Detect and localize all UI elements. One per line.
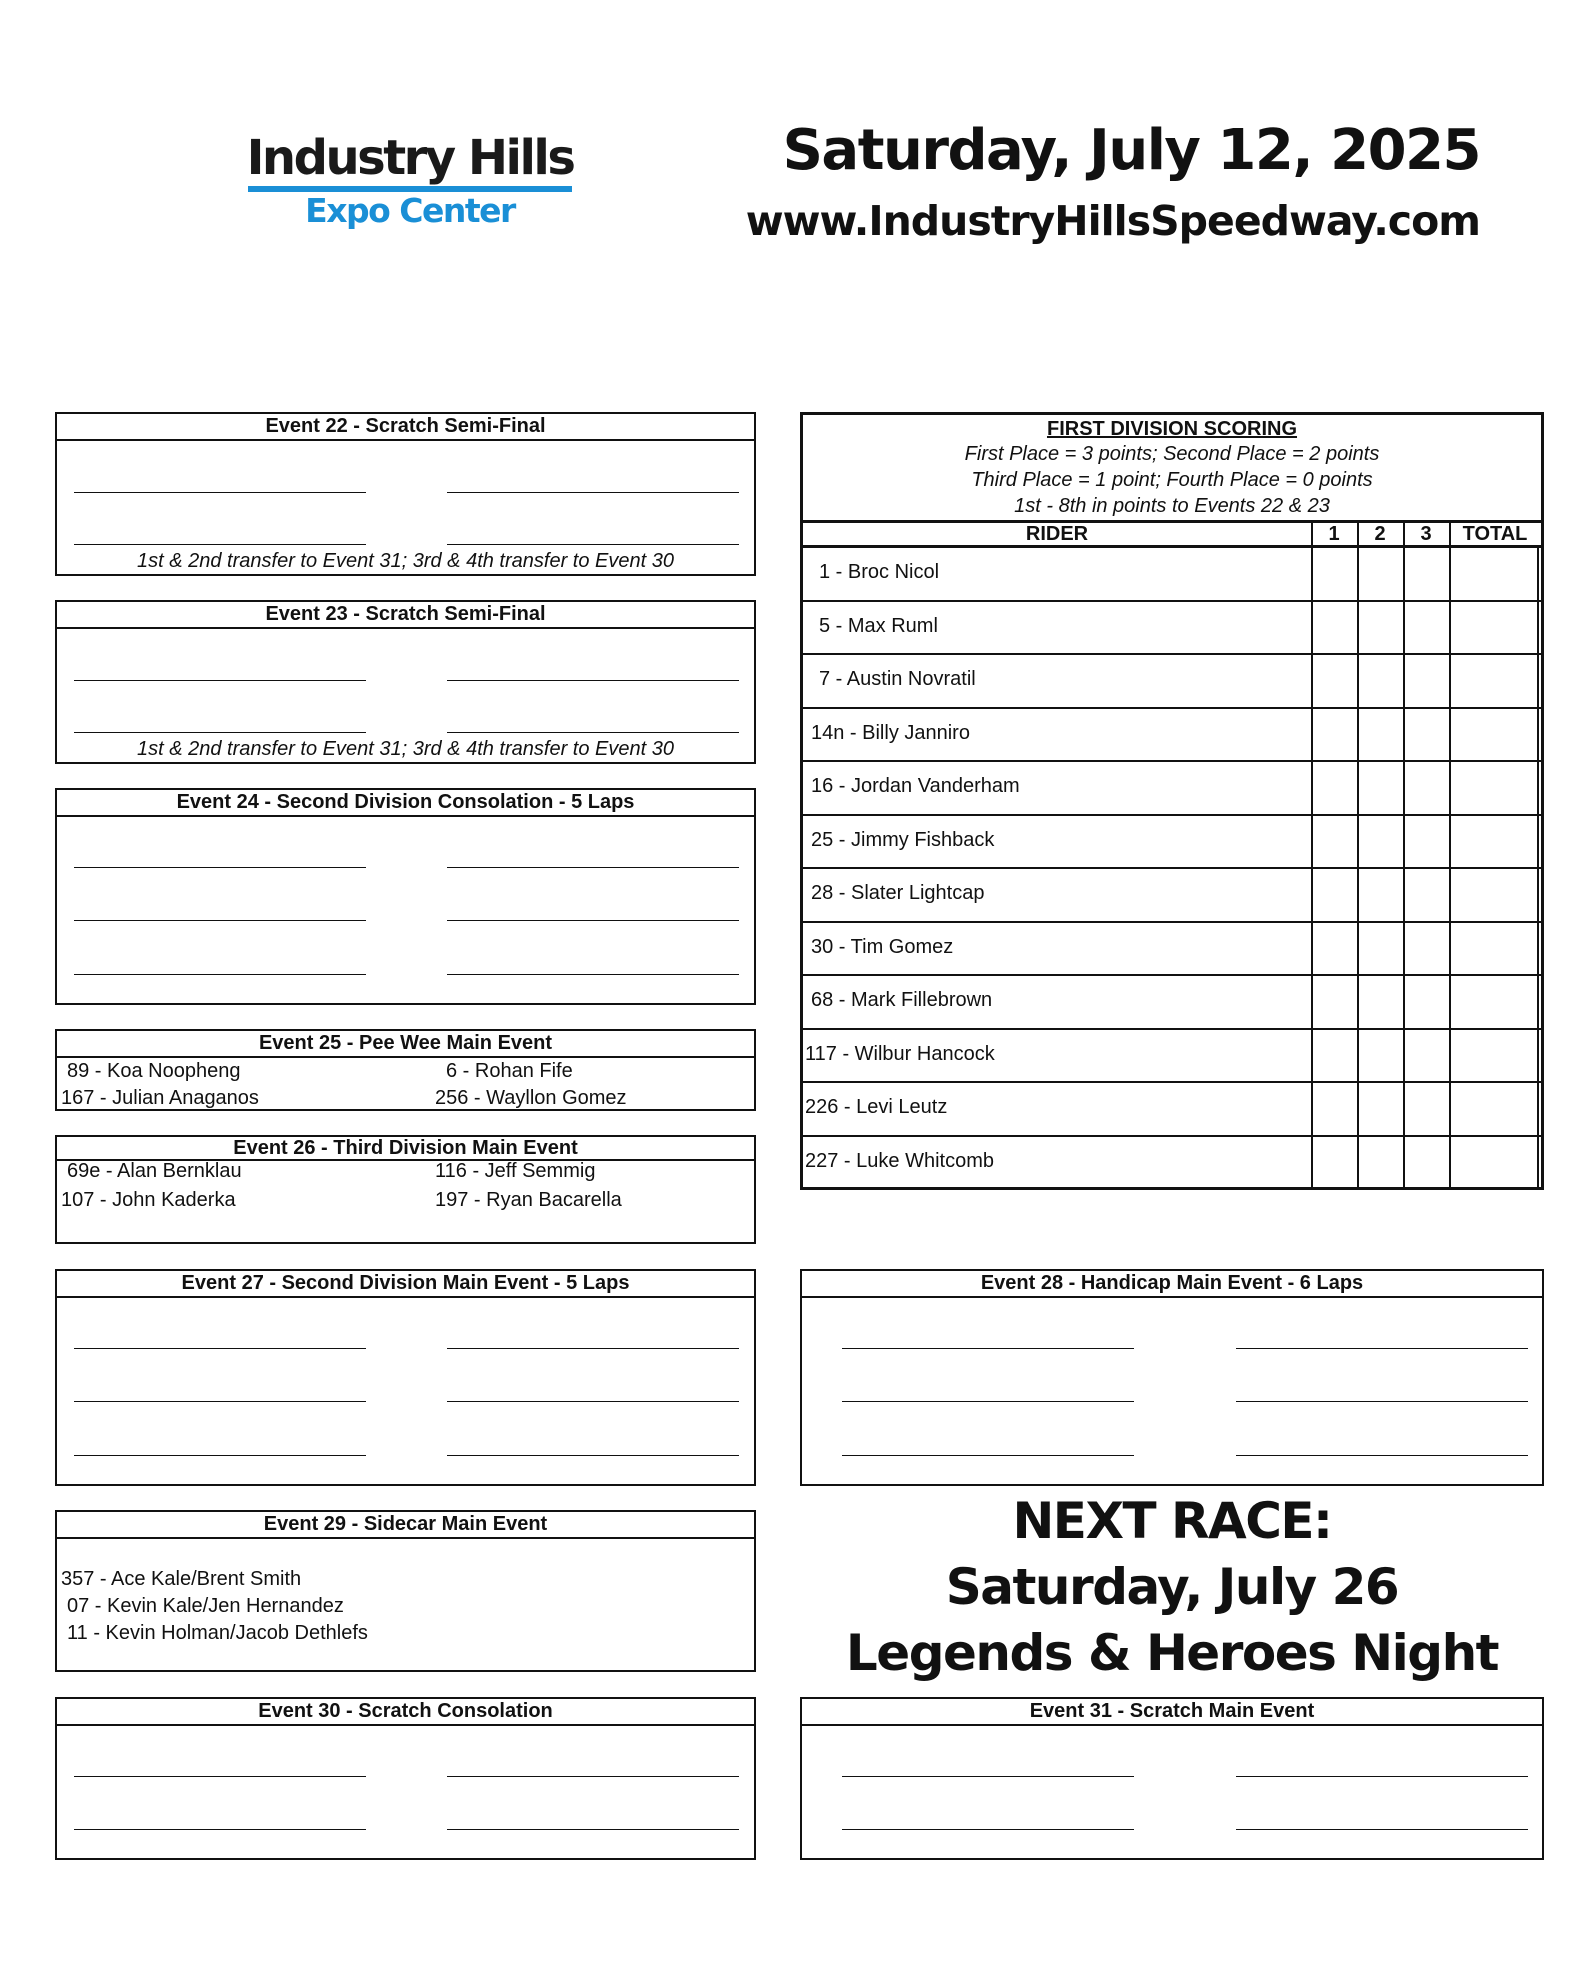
table-row-rule <box>803 653 1541 655</box>
event-28-box <box>800 1269 1544 1486</box>
result-line <box>74 732 366 733</box>
event-23-box <box>55 600 756 764</box>
result-line <box>447 1348 739 1349</box>
rider-entry: 357 - Ace Kale/Brent Smith <box>61 1568 302 1590</box>
column-header-3: 3 <box>1420 523 1432 545</box>
event-23-title: Event 23 - Scratch Semi-Final <box>57 602 754 629</box>
event-22-title: Event 22 - Scratch Semi-Final <box>57 414 754 441</box>
rider-name: 226 - Levi Leutz <box>805 1096 948 1118</box>
column-header-2: 2 <box>1374 523 1386 545</box>
table-column-rule <box>1403 521 1405 1187</box>
expo-center-logo <box>240 132 580 230</box>
event-27-title: Event 27 - Second Division Main Event - 5 Laps <box>57 1271 754 1298</box>
result-line <box>447 544 739 545</box>
table-row-rule <box>803 1081 1541 1083</box>
result-line <box>447 1776 739 1777</box>
event-31-title: Event 31 - Scratch Main Event <box>802 1699 1542 1726</box>
result-line <box>74 920 366 921</box>
result-line <box>447 867 739 868</box>
rider-name: 5 - Max Ruml <box>819 614 938 637</box>
scoring-rule: Third Place = 1 point; Fourth Place = 0 points <box>971 469 1373 491</box>
table-row-rule <box>803 1135 1541 1137</box>
result-line <box>447 732 739 733</box>
result-line <box>74 544 366 545</box>
rider-name: 1 - Broc Nicol <box>819 561 940 583</box>
result-line <box>74 1829 366 1830</box>
result-line <box>447 1455 739 1456</box>
next-race-date: Saturday, July 26 <box>945 1558 1399 1616</box>
column-header-rider: RIDER <box>1025 523 1089 545</box>
result-line <box>447 680 739 681</box>
event-26-box <box>55 1135 756 1244</box>
event-23-note: 1st & 2nd transfer to Event 31; 3rd & 4th transfer to Event 30 <box>137 738 674 760</box>
rider-name: 227 - Luke Whitcomb <box>805 1149 994 1172</box>
table-row-rule <box>803 1028 1541 1030</box>
table-row-rule <box>803 921 1541 923</box>
table-row-rule <box>803 814 1541 816</box>
event-25-title: Event 25 - Pee Wee Main Event <box>57 1031 754 1058</box>
rider-entry: 197 - Ryan Bacarella <box>435 1189 622 1211</box>
rider-name: 7 - Austin Novratil <box>819 668 976 690</box>
result-line <box>1236 1401 1528 1402</box>
logo-line2: Expo Center <box>305 191 515 230</box>
event-27-box <box>55 1269 756 1486</box>
event-29-box <box>55 1510 756 1672</box>
table-row-rule <box>803 974 1541 976</box>
result-line <box>842 1401 1134 1402</box>
table-column-rule <box>1537 545 1539 1187</box>
event-24-title: Event 24 - Second Division Consolation - 5 Laps <box>57 790 754 817</box>
result-line <box>1236 1455 1528 1456</box>
result-line <box>1236 1829 1528 1830</box>
result-line <box>447 492 739 493</box>
event-30-title: Event 30 - Scratch Consolation <box>57 1699 754 1726</box>
rider-entry: 6 - Rohan Fife <box>446 1060 573 1082</box>
rider-entry: 107 - John Kaderka <box>61 1189 236 1211</box>
event-31-box <box>800 1697 1544 1860</box>
scoring-title: FIRST DIVISION SCORING <box>1046 418 1298 440</box>
scoring-rule: First Place = 3 points; Second Place = 2 points <box>964 443 1380 465</box>
result-line <box>74 492 366 493</box>
event-30-box <box>55 1697 756 1860</box>
result-line <box>447 920 739 921</box>
rider-name: 117 - Wilbur Hancock <box>805 1042 995 1065</box>
rider-name: 68 - Mark Fillebrown <box>811 989 993 1011</box>
result-line <box>74 1455 366 1456</box>
table-row-rule <box>803 867 1541 869</box>
event-22-note: 1st & 2nd transfer to Event 31; 3rd & 4th transfer to Event 30 <box>137 550 674 572</box>
table-row-rule <box>803 600 1541 602</box>
rider-entry: 11 - Kevin Holman/Jacob Dethlefs <box>67 1622 368 1644</box>
result-line <box>447 1401 739 1402</box>
result-line <box>842 1455 1134 1456</box>
event-date-title: Saturday, July 12, 2025 <box>782 118 1480 183</box>
event-26-title: Event 26 - Third Division Main Event <box>57 1137 754 1161</box>
rider-entry: 07 - Kevin Kale/Jen Hernandez <box>67 1595 344 1617</box>
result-line <box>1236 1348 1528 1349</box>
column-header-total: TOTAL <box>1462 523 1528 545</box>
result-line <box>842 1776 1134 1777</box>
event-29-title: Event 29 - Sidecar Main Event <box>57 1512 754 1539</box>
result-line <box>74 1776 366 1777</box>
table-column-rule <box>1311 521 1313 1187</box>
result-line <box>1236 1776 1528 1777</box>
event-22-box <box>55 412 756 576</box>
event-25-box <box>55 1029 756 1111</box>
result-line <box>74 867 366 868</box>
rider-name: 25 - Jimmy Fishback <box>811 828 995 851</box>
result-line <box>447 974 739 975</box>
rider-entry: 256 - Wayllon Gomez <box>435 1087 627 1109</box>
event-24-box <box>55 788 756 1005</box>
rider-entry: 69e - Alan Bernklau <box>67 1160 242 1182</box>
table-column-rule <box>1357 521 1359 1187</box>
rider-name: 16 - Jordan Vanderham <box>811 775 1020 797</box>
column-header-1: 1 <box>1328 523 1340 545</box>
result-line <box>842 1348 1134 1349</box>
result-line <box>447 1829 739 1830</box>
next-race-theme: Legends & Heroes Night <box>845 1624 1499 1682</box>
rider-entry: 89 - Koa Noopheng <box>67 1060 241 1082</box>
website-url: www.IndustryHillsSpeedway.com <box>745 197 1480 245</box>
rider-name: 28 - Slater Lightcap <box>811 882 985 904</box>
result-line <box>74 1401 366 1402</box>
rider-name: 30 - Tim Gomez <box>811 935 954 958</box>
rider-entry: 116 - Jeff Semmig <box>435 1160 596 1182</box>
first-division-scoring-table <box>800 412 1544 1190</box>
table-row-rule <box>803 707 1541 709</box>
result-line <box>74 1348 366 1349</box>
table-column-rule <box>1449 521 1451 1187</box>
rider-name: 14n - Billy Janniro <box>811 721 970 744</box>
result-line <box>842 1829 1134 1830</box>
scoring-header <box>803 415 1541 522</box>
scoring-rule: 1st - 8th in points to Events 22 & 23 <box>1014 495 1330 517</box>
table-row-rule <box>803 760 1541 762</box>
next-race-label: NEXT RACE: <box>1012 1492 1332 1550</box>
logo-line1: Industry Hills <box>246 130 574 186</box>
event-28-title: Event 28 - Handicap Main Event - 6 Laps <box>802 1271 1542 1298</box>
result-line <box>74 974 366 975</box>
rider-entry: 167 - Julian Anaganos <box>61 1087 259 1109</box>
result-line <box>74 680 366 681</box>
table-rule <box>803 545 1541 548</box>
